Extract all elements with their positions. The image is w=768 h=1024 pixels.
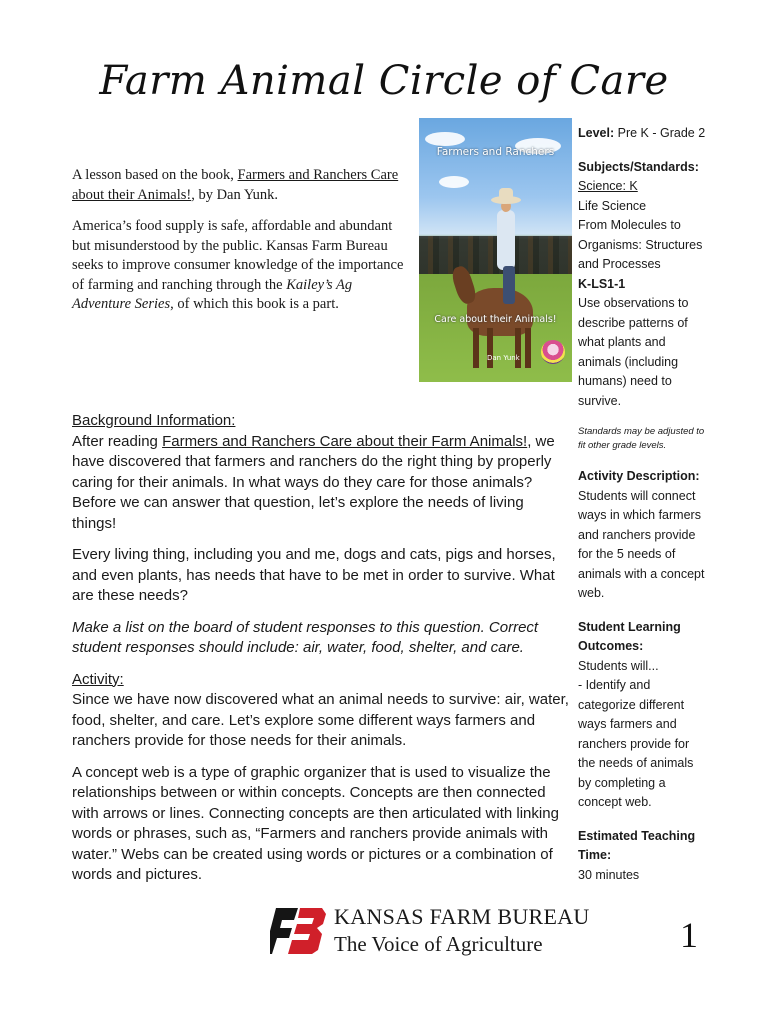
cloud-shape [439,176,469,188]
outcomes-text: - Identify and categorize different ways farmers and ranchers provide for the needs of animals by completing a concept web. [578,678,694,809]
activity-description-text: Students will connect ways in which farmers and ranchers provide for the 5 needs of animals with a concept web. [578,488,705,600]
teaching-time-block [578,827,708,886]
standards-note: Standards may be adjusted to fit other grade levels. [578,426,705,451]
level-value: Pre K - Grade 2 [617,126,706,140]
life-science: Life Science [578,198,647,213]
concept-web-paragraph: A concept web is a type of graphic organizer that is used to visualize the relationships between or within concepts. Concepts are then connected with arrows or lines. Connecting concepts are then articulated with linking words or phrases, such as, “Farmers and ranchers provide animals with water.” Webs can be created using words or pictures or a combination of words and pictures. [72,763,559,883]
mission-text-b: , of which this book is a part. [170,296,339,312]
lesson-sidebar [578,124,708,899]
cover-subtitle: Care about their Animals! [434,314,557,325]
outcomes-label: Student Learning Outcomes: [578,619,681,653]
page-number: 1 [680,915,698,955]
series-badge-icon [541,340,565,364]
rancher-jeans [503,266,515,304]
background-section [72,411,572,534]
standard-text: Use observations to describe patterns of what plants and animals (including humans) need to survive. [578,296,689,408]
org-tagline: The Voice of Agriculture [334,932,543,956]
teaching-time-label: Estimated Teaching Time: [578,828,696,862]
cloud-shape [425,132,465,146]
activity-section [72,670,572,752]
cowboy-hat-crown [499,188,513,198]
intro-prefix: A lesson based on the book, [72,167,238,183]
intro-suffix: , by Dan Yunk. [191,186,279,203]
background-prefix: After reading [72,432,163,450]
outcomes-intro: Students will... [578,658,659,673]
molecules-standard: From Molecules to Organisms: Structures and Processes [578,218,703,271]
background-text: , we have discovered that farmers and ranchers do the right thing by properly caring for their animals. In what ways do they care for those animals? Before we can answer that question, let’s explore the needs of living things! [72,432,555,532]
cattle-herd [419,236,572,276]
level-label: Level: [578,126,615,140]
horse-leg [515,328,521,368]
subjects-label: Subjects/Standards: [578,159,699,174]
book-cover-image [419,118,572,382]
intro-paragraph-book [72,166,412,205]
needs-paragraph: Every living thing, including you and me, dogs and cats, pigs and horses, and even plants, has needs that have to be met in order to survive. What are these needs? [72,546,556,604]
activity-heading: Activity: [72,670,124,688]
teaching-time-value: 30 minutes [578,867,640,882]
horse-leg [525,328,531,368]
intro-section [72,166,412,327]
teacher-instruction: Make a list on the board of student responses to this question. Correct student responses should include: air, water, food, shelter, and care. [72,618,539,656]
series-name: Kailey’s Ag Adventure Series [72,276,353,312]
org-name: KANSAS FARM BUREAU [334,904,590,929]
intro-paragraph-mission [72,217,412,315]
standards-block [578,158,708,412]
kansas-farm-bureau-logo-icon [270,906,328,956]
level-block [578,124,708,144]
main-body [72,411,572,897]
rancher-shirt [497,210,515,270]
activity-text: Since we have now discovered what an animal needs to survive: air, water, food, shelter, and care. Let’s explore some different ways farmers and ranchers provide for those needs for their animals. [72,691,569,749]
outcomes-block [578,618,708,813]
mission-text-a: America’s food supply is safe, affordable and abundant but misunderstood by the public. Kansas Farm Bureau seeks to improve consumer knowledge of the importance of farming and ranching through the [72,218,404,293]
horse-leg [487,328,493,368]
activity-description-block [578,467,708,604]
standard-code: K-LS1-1 [578,276,626,291]
background-heading: Background Information: [72,412,236,429]
horse-leg [473,328,479,368]
background-book-title: Farmers and Ranchers Care about their Farm Animals! [162,432,528,450]
page-title: Farm Animal Circle of Care [99,58,669,104]
cover-title: Farmers and Ranchers [436,146,555,158]
cover-author: Dan Yunk [487,354,520,362]
science-grade: Science: K [578,179,638,193]
activity-description-label: Activity Description: [578,469,700,483]
book-title-link: Farmers and Ranchers Care about their Animals! [72,167,399,203]
